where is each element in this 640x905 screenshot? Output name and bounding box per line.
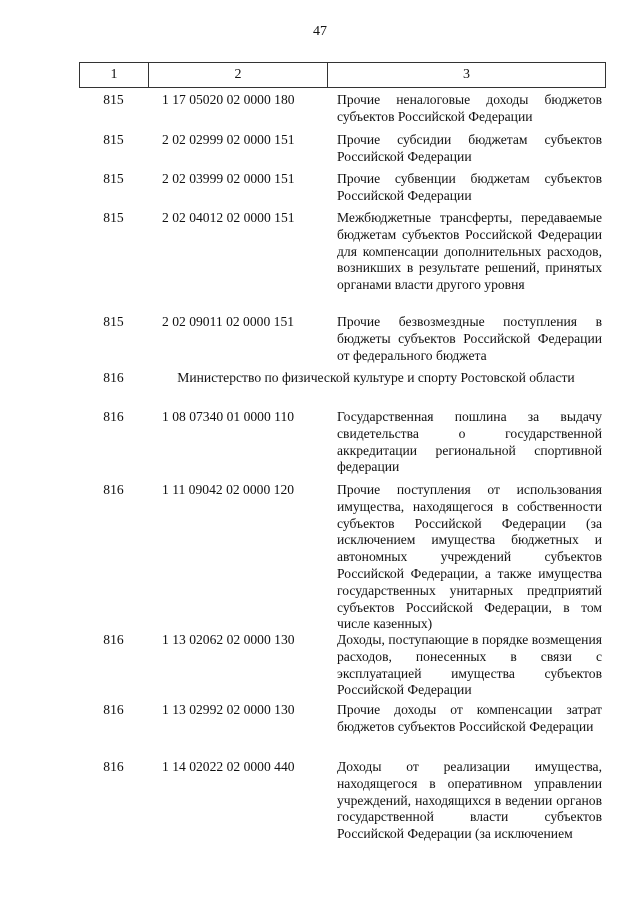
table-row — [79, 409, 606, 476]
budget-classification-code: 1 13 02992 02 0000 130 — [162, 702, 295, 717]
table-row — [79, 132, 606, 166]
budget-classification-code: 2 02 02999 02 0000 151 — [162, 132, 295, 147]
admin-code: 816 — [103, 702, 124, 717]
revenue-description: Прочие неналоговые доходы бюджетов субъектов Российской Федерации — [337, 92, 602, 124]
admin-code: 815 — [103, 171, 124, 186]
revenue-description: Прочие безвозмездные поступления в бюджеты субъектов Российской Федерации от федерального бюджета — [337, 314, 602, 363]
revenue-description: Межбюджетные трансферты, передаваемые бюджетам субъектов Российской Федерации для компенсации дополнительных расходов, возникших в результате решений, принятых органами власти другого уровня — [337, 210, 602, 293]
admin-code: 815 — [103, 92, 124, 107]
admin-code: 816 — [103, 409, 124, 424]
table-row — [79, 632, 606, 699]
table-row — [79, 210, 606, 294]
admin-code: 815 — [103, 314, 124, 329]
admin-code: 816 — [103, 759, 124, 774]
revenue-description: Прочие субсидии бюджетам субъектов Российской Федерации — [337, 132, 602, 164]
table-row — [79, 482, 606, 633]
revenue-description: Прочие субвенции бюджетам субъектов Российской Федерации — [337, 171, 602, 203]
budget-classification-code: 2 02 04012 02 0000 151 — [162, 210, 295, 225]
admin-code: 815 — [103, 210, 124, 225]
budget-classification-code: 1 13 02062 02 0000 130 — [162, 632, 295, 647]
table-row — [79, 702, 606, 736]
table-row — [79, 171, 606, 205]
budget-classification-code: 1 08 07340 01 0000 110 — [162, 409, 295, 424]
admin-code: 816 — [103, 482, 124, 497]
budget-classification-code: 1 14 02022 02 0000 440 — [162, 759, 295, 774]
column-header-1: 1 — [80, 63, 149, 87]
section-heading-row — [79, 370, 606, 387]
budget-classification-code: 2 02 03999 02 0000 151 — [162, 171, 295, 186]
table-row — [79, 759, 606, 843]
table-row — [79, 314, 606, 364]
section-title: Министерство по физической культуре и спорту Ростовской области — [177, 370, 575, 385]
revenue-description: Государственная пошлина за выдачу свидетельства о государственной аккредитации региональной спортивной федерации — [337, 409, 602, 475]
page-number: 47 — [313, 24, 327, 39]
revenue-description: Прочие поступления от использования имущества, находящегося в собственности субъектов Российской Федерации (за исключением имущества бюджетных и автономных учреждений субъектов Российской Федерации, а также имущества государственных унитарных предприятий субъектов Российской Федерации, в том числе казенных) — [337, 482, 602, 632]
admin-code: 816 — [103, 370, 124, 385]
revenue-description: Доходы, поступающие в порядке возмещения расходов, понесенных в связи с эксплуатацией имущества субъектов Российской Федерации — [337, 632, 602, 698]
budget-classification-code: 1 17 05020 02 0000 180 — [162, 92, 295, 107]
budget-classification-code: 1 11 09042 02 0000 120 — [162, 482, 295, 497]
revenue-description: Прочие доходы от компенсации затрат бюджетов субъектов Российской Федерации — [337, 702, 602, 734]
column-header-3: 3 — [463, 66, 470, 82]
budget-classification-code: 2 02 09011 02 0000 151 — [162, 314, 295, 329]
admin-code: 816 — [103, 632, 124, 647]
column-header-2: 2 — [149, 63, 328, 87]
table-row — [79, 92, 606, 126]
table-header — [79, 62, 606, 88]
budget-revenue-table — [79, 62, 606, 842]
revenue-description: Доходы от реализации имущества, находящегося в оперативном управлении учреждений, находящихся в ведении органов государственной власти субъектов Российской Федерации (за исключением — [337, 759, 602, 842]
admin-code: 815 — [103, 132, 124, 147]
